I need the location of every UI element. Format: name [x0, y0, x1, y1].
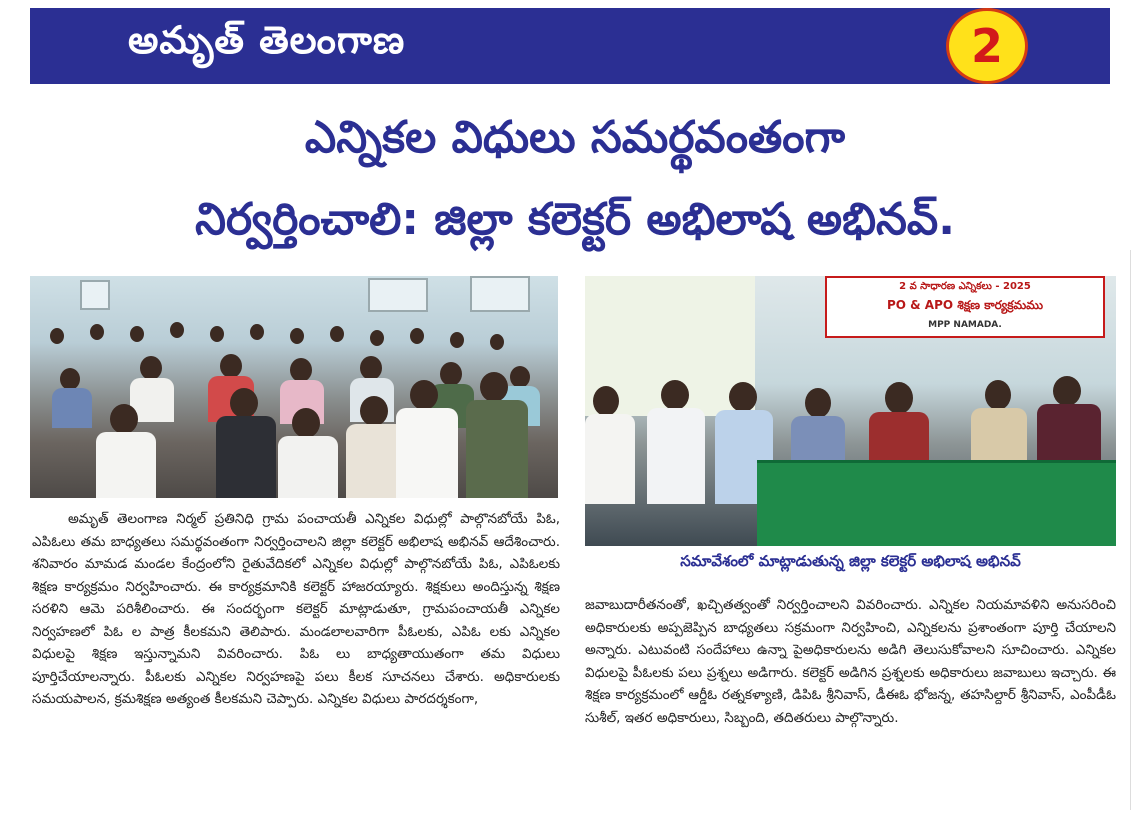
window [470, 276, 530, 312]
event-banner [825, 276, 1105, 338]
official [729, 382, 757, 412]
audience-member [330, 326, 344, 342]
audience-member [450, 332, 464, 348]
window [368, 278, 428, 312]
official-shirt [869, 412, 929, 466]
audience-member [370, 330, 384, 346]
official [805, 388, 831, 418]
official-shirt [1037, 404, 1101, 464]
audience-member [410, 380, 438, 410]
article-right-column: జవాబుదారీతనంతో, ఖచ్చితత్వంతో నిర్వర్తించాలని వివరించారు. ఎన్నికల నియమావళిని అనుసరించి అధికారులకు అప్పజెప్పిన బాధ్యతలు సక్రమంగా నిర్వహించి, ఎన్నికలను ప్రశాంతంగా పూర్తి చేయాలని అన్నారు. ఎటువంటి సందేహాలు ఉన్నా పైఅధికారులను అడిగి తెలుసుకోవాలని సూచించారు. ఎన్నికల విధులపై పీఓలకు పలు ప్రశ్నలు అడిగారు. కలెక్టర్ అడిగిన ప్రశ్నలకు అధికారులు జవాబులు ఇచ్చారు. ఈ శిక్షణ కార్యక్రమంలో ఆర్డీఓ రత్నకళ్యాణి, డిపిఓ శ్రీనివాస్, డీఈఓ భోజన్న, తహసిల్దార్ శ్రీనివాస్, ఎంపీడీఓ సుశీల్, ఇతర అధికారులు, సిబ్బంది, తదితరులు పాల్గొన్నారు. [585, 597, 1116, 726]
audience-member [360, 396, 388, 426]
audience-member [290, 358, 312, 382]
audience-shirt [396, 408, 458, 498]
banner-line-2: PO & APO శిక్షణ కార్యక్రమము [886, 298, 1044, 312]
audience-member [130, 326, 144, 342]
audience-member [50, 328, 64, 344]
audience-member [410, 328, 424, 344]
audience-member [480, 372, 508, 402]
official [985, 380, 1011, 410]
audience-shirt [466, 400, 528, 498]
audience-shirt [52, 388, 92, 428]
audience-member [140, 356, 162, 380]
adjacent-page-edge [1130, 250, 1141, 810]
photo-caption: సమావేశంలో మాట్లాడుతున్న జిల్లా కలెక్టర్ అభిలాష అభినవ్ [680, 552, 1021, 570]
window [80, 280, 110, 310]
banner-line-3: MPP NAMADA. [928, 320, 1002, 330]
official [1053, 376, 1081, 406]
audience-member [292, 408, 320, 438]
audience-member [220, 354, 242, 378]
headline-line-1: ఎన్నికల విధులు సమర్థవంతంగా [304, 112, 846, 163]
audience-member [440, 362, 462, 386]
banner-line-1: 2 వ సాధారణ ఎన్నికలు - 2025 [899, 281, 1031, 292]
audience-member [210, 326, 224, 342]
headline-line-2: నిర్వర్తించాలి: జిల్లా కలెక్టర్ అభిలాష అభినవ్. [195, 194, 955, 245]
audience-shirt [216, 416, 276, 498]
photo-dais [585, 276, 1116, 546]
audience-member [250, 324, 264, 340]
audience-member [60, 368, 80, 390]
newspaper-name: అమృత్ తెలంగాణ [128, 18, 406, 62]
article-left-column: అమృత్ తెలంగాణ నిర్మల్ ప్రతినిధి గ్రామ పంచాయతీ ఎన్నికల విధుల్లో పాల్గొనబోయే పిఓ, ఎపిఓలు తమ బాధ్యతలు సమర్థవంతంగా నిర్వర్తించాలని జిల్లా కలెక్టర్ అభిలాష అభినవ్ ఆదేశించారు. శనివారం మామడ మండల కేంద్రంలోని రైతువేదికలో ఎన్నికల విధుల్లో పాల్గొనబోయే పిఓ, ఎపిఓలకు శిక్షణ కార్యక్రమం నిర్వహించారు. ఈ కార్యక్రమానికి కలెక్టర్ హాజరయ్యారు. శిక్షకులు అందిస్తున్న శిక్షణ సరళిని ఆమె పరిశీలించారు. ఈ సందర్భంగా కలెక్టర్ మాట్లాడుతూ, గ్రామపంచాయతీ ఎన్నికల నిర్వహణలో పిఓ ల పాత్ర కీలకమని తెలిపారు. మండలాలవారిగా పీఓలకు, ఎపిఓ లకు ఎన్నికల విధులపై శిక్షణ ఇస్తున్నామని వివరించారు. పిఓ లు బాధ్యతాయుతంగా తమ విధులు పూర్తిచేయాలన్నారు. పీఓలకు ఎన్నికల నిర్వహణపై పలు కీలక సూచనలు చేశారు. అధికారులకు సమయపాలన, క్రమశిక్షణ అత్యంత కీలకమని చెప్పారు. ఎన్నికల విధులు పారదర్శకంగా, [32, 511, 560, 707]
masthead [30, 8, 1110, 84]
official-shirt [647, 408, 705, 504]
audience-shirt [96, 432, 156, 498]
audience-shirt [278, 436, 338, 498]
official-shirt [585, 414, 635, 504]
official [885, 382, 913, 414]
official-shirt [791, 416, 845, 466]
audience-member [230, 388, 258, 418]
audience-member [290, 328, 304, 344]
audience-member [360, 356, 382, 380]
official-shirt [971, 408, 1027, 464]
audience-member [490, 334, 504, 350]
official [593, 386, 619, 416]
audience-member [170, 322, 184, 338]
audience-member [110, 404, 138, 434]
audience-member [90, 324, 104, 340]
page-number-badge: 2 [946, 8, 1028, 84]
photo-audience [30, 276, 558, 498]
audience-member [510, 366, 530, 388]
dais-table [757, 460, 1116, 546]
official [661, 380, 689, 410]
